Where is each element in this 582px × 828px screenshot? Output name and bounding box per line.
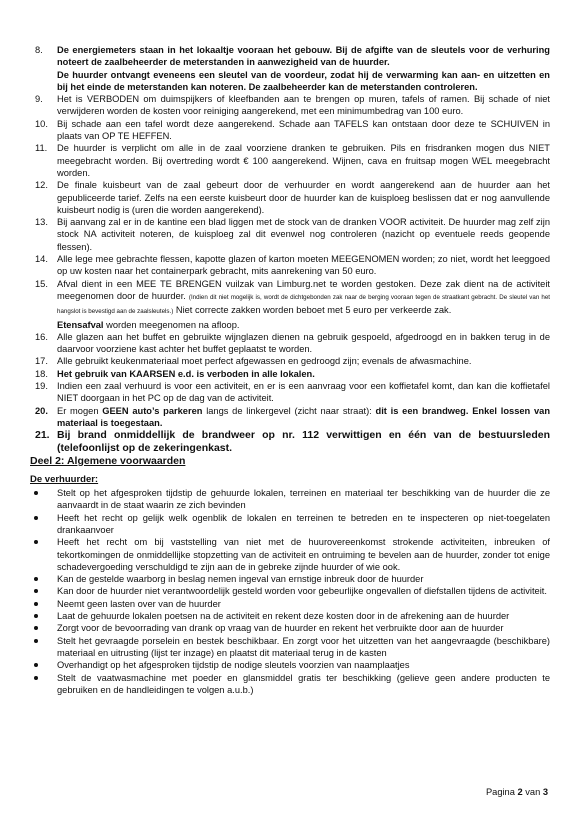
- rule-text: De huurder is verplicht om alle in de zaal voorziene dranken te gebruiken. Pils en frisdranken mogen dus NIET meegebracht worden. Bij overtreding wordt € 100 aangerekend. Wijnen, cava en fruitsap mogen WEL meegebracht worden.: [57, 143, 550, 178]
- verhuurder-item-text: Stelt het gevraagde porselein en bestek beschikbaar. En zorgt voor het uitzetten van het aangevraagde (beschikbare) materiaal en uitrusting (lijst ter inzage) en plaatst dit materiaal terug in de kasten: [57, 635, 550, 658]
- rule-number: 8.: [35, 45, 43, 55]
- bullet-icon: [34, 491, 38, 495]
- bullet-icon: [34, 663, 38, 667]
- bullet-icon: [34, 589, 38, 593]
- verhuurder-item-text: Zorgt voor de bevoorrading van drank op vraag van de huurder en rekent het verbruikte door aan de huurder: [57, 623, 504, 634]
- footer-middle: van: [522, 787, 543, 797]
- rule-text: Het gebruik van KAARSEN e.d. is verboden in alle lokalen.: [57, 368, 315, 379]
- footer-prefix: Pagina: [485, 787, 518, 797]
- verhuurder-item: [30, 610, 550, 622]
- rule-text: dit is een brandweg. Enkel lossen van materiaal is toegestaan.: [57, 405, 550, 428]
- verhuurder-item-text: Laat de gehuurde lokalen poetsen na de activiteit en rekent deze kosten door in de afrekening aan de huurder: [57, 611, 510, 622]
- verhuurder-item: [30, 487, 550, 512]
- rule-number: 18.: [35, 368, 48, 379]
- verhuurder-item: [30, 659, 550, 671]
- rule-item: [30, 118, 550, 143]
- rule-item: [30, 179, 550, 216]
- rule-number: 21.: [35, 429, 50, 442]
- footer-current-page: 2: [517, 787, 523, 797]
- bullet-icon: [34, 516, 38, 520]
- rule-number: 19.: [35, 381, 48, 392]
- rule-text: Bij schade aan een tafel wordt deze aangerekend. Schade aan TAFELS kan ontstaan door deze te SCHUIVEN in plaats van OP TE HEFFEN.: [57, 118, 550, 142]
- verhuurder-item-text: Stelt de vaatwasmachine met poeder en glansmiddel gratis ter beschikking (gelieve geen andere producten te gebruiken en de handleidingen te volgen a.u.b.): [57, 672, 550, 695]
- rule-number: 14.: [35, 254, 48, 265]
- rule-text: De finale kuisbeurt van de zaal gebeurt door de verhuurder en wordt aangerekend aan de huurder aan het gepubliceerde tarief. Zelfs na een eerste kuisbeurt door de huurder kan de kuisploeg beslissen dat er nog aanvullende kuisbeurt nodig is (uren die worden aangerekend).: [57, 180, 550, 215]
- verhuurder-item-text: Heeft het recht om bij vaststelling van niet met de huurovereenkomst strokende activiteiten, inbreuken of tekortkomingen de onmiddellijke stopzetting van de activiteit en ontruiming te bevelen aan de huurder, zonder tot enige schadevergoeding verschuldigd te zijn aan de in gebreke zijnde huurder of wie ook.: [57, 537, 550, 572]
- bullet-icon: [34, 577, 38, 581]
- rule-text: Er mogen: [57, 405, 103, 416]
- rule-text: Indien een zaal verhuurd is voor een activiteit, en er is een aanvraag voor een koffietafel komt, dan kan die koffietafel NIET doorgaan in het PC op de dag van de activiteit.: [57, 381, 550, 404]
- rule-number: 16.: [35, 331, 48, 342]
- rule-text: langs de linkergevel (zicht naar straat):: [202, 405, 376, 416]
- verhuurder-item: [30, 585, 550, 597]
- bullet-icon: [34, 639, 38, 643]
- rule-item: [30, 216, 550, 253]
- rule-text: (Indien dit niet mogelijk is, wordt de dichtgebonden zak naar de berging vooraan tegen de straatkant gebracht. De sleutel van het hangslot is bevestigd aan de zaalsleutels.): [57, 293, 550, 316]
- rule-text: De energiemeters staan in het lokaaltje vooraan het gebouw. Bij de afgifte van de sleutels voor de verhuring noteert de zaalbeheerder de meterstanden in aanwezigheid van de huurder.: [57, 45, 550, 68]
- rule-text: Afval dient in een MEE TE BRENGEN vuilzak van Limburg.net te worden gestoken. Deze zak dient na de activiteit meegenomen door de huurder.: [57, 278, 550, 301]
- verhuurder-item-text: Overhandigt op het afgesproken tijdstip de nodige sleutels voorzien van naamplaatjes: [57, 660, 410, 671]
- verhuurder-item: [30, 598, 550, 610]
- rule-item: [30, 253, 550, 278]
- rule-text: Alle gebruikt keukenmateriaal moet perfect afgewassen en gedroogd zijn; evenals de afwasmachine.: [57, 356, 472, 367]
- verhuurder-item: [30, 536, 550, 573]
- verhuurder-item-text: Heeft het recht op gelijk welk ogenblik de lokalen en terreinen te betreden en te inspecteren op niet-toegelaten drankaanvoer: [57, 512, 550, 535]
- rule-number: 17.: [35, 356, 48, 367]
- page-footer: [486, 786, 548, 798]
- rule-number: 11.: [35, 143, 48, 154]
- bullet-icon: [34, 602, 38, 606]
- footer-total-pages: 3: [542, 787, 548, 797]
- rule-item: [30, 278, 550, 331]
- rule-text: Niet correcte zakken worden beboet met 5 euro per verkeerde zak.: [173, 305, 452, 316]
- verhuurder-item: [30, 573, 550, 585]
- rule-text: Bij brand onmiddellijk de brandweer op nr. 112 verwittigen en één van de bestuursleden (telefoonlijst op de zekeringenkast.: [57, 429, 550, 454]
- bullet-icon: [34, 540, 38, 544]
- verhuurder-item: [30, 672, 550, 697]
- rule-item: [30, 142, 550, 179]
- rule-item: [30, 429, 550, 454]
- rule-item: [30, 44, 550, 93]
- rule-number: 12.: [35, 180, 48, 191]
- bullet-icon: [34, 626, 38, 630]
- verhuurder-item-text: Kan door de huurder niet verantwoordelijk gesteld worden voor gebeurlijke ongevallen of diefstallen tijdens de activiteit.: [57, 586, 547, 597]
- rule-item: [30, 355, 550, 367]
- verhuurder-item: [30, 635, 550, 660]
- verhuurder-item: [30, 512, 550, 537]
- rule-number: 20.: [35, 405, 48, 416]
- rule-item: [30, 93, 550, 118]
- rule-text: Het is VERBODEN om duimspijkers of kleefbanden aan te brengen op muren, tafels of ramen. Bij schade of niet verwijderen worden de kosten voor reiniging aangerekend, met een minimumbedrag van 100 euro.: [57, 94, 550, 117]
- verhuurder-item-text: Stelt op het afgesproken tijdstip de gehuurde lokalen, terreinen en materiaal ter beschikking van de huurder die ze aanvaardt in de staat waarin ze zich bevinden: [57, 488, 550, 511]
- subsection-title: De verhuurder:: [30, 473, 99, 485]
- rule-number: 10.: [35, 118, 48, 129]
- document-page: [30, 44, 550, 696]
- rule-number: 13.: [35, 217, 48, 228]
- rule-number: 15.: [35, 278, 48, 289]
- rule-text: GEEN auto’s parkeren: [102, 405, 203, 416]
- rule-text: worden meegenomen na afloop.: [103, 319, 240, 330]
- rule-item: [30, 331, 550, 356]
- rule-text: Alle glazen aan het buffet en gebruikte wijnglazen dienen na gebruik gespoeld, afgedroogd en in bakken terug in de daarvoor voorziene kast achter het buffet geplaatst te worden.: [57, 331, 550, 355]
- rule-item: [30, 405, 550, 430]
- verhuurder-item: [30, 622, 550, 634]
- rule-item: [30, 380, 550, 405]
- rule-text: Etensafval: [57, 319, 104, 330]
- rule-text: Bij aanvang zal er in de kantine een blad liggen met de stock van de dranken VOOR activiteit. De huurder mag zelf zijn stock NA activiteit noteren, de kuisploeg zal dit evenwel nog controleren (nazicht op eventuele reeds geopende flessen).: [57, 217, 550, 252]
- rules-list: [30, 44, 550, 454]
- bullet-icon: [34, 614, 38, 618]
- bullet-icon: [34, 676, 38, 680]
- verhuurder-item-text: Neemt geen lasten over van de huurder: [57, 598, 221, 609]
- verhuurder-list: [30, 487, 550, 696]
- rule-number: 9.: [35, 94, 43, 105]
- rule-text: Alle lege mee gebrachte flessen, kapotte glazen of karton moeten MEEGENOMEN worden; zo niet, wordt het leeggoed op uw kosten naar het containerpark gebracht, mits aanrekening van 50 euro.: [57, 254, 550, 277]
- rule-item: [30, 368, 550, 380]
- rule-text: De huurder ontvangt eveneens een sleutel van de voordeur, zodat hij de verwarming kan aan- en uitzetten en bij het einde de meterstanden kan noteren. De zaalbeheerder kan de meterstanden controleren.: [57, 69, 550, 92]
- verhuurder-item-text: Kan de gestelde waarborg in beslag nemen ingeval van ernstige inbreuk door de huurder: [57, 574, 424, 585]
- section-title: Deel 2: Algemene voorwaarden: [30, 454, 186, 467]
